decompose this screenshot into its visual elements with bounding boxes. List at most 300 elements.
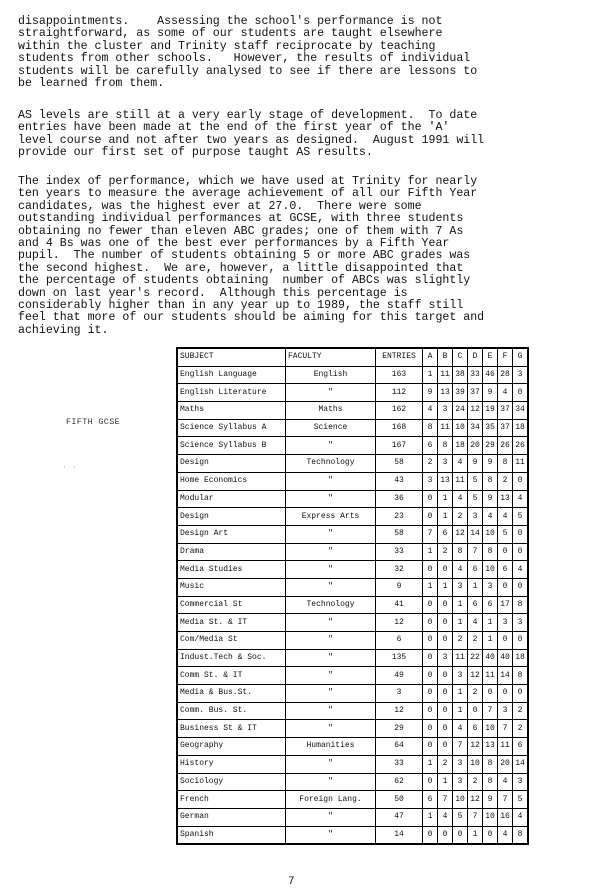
- grade-e-cell: 11: [483, 667, 498, 685]
- grade-d-cell: 22: [468, 649, 483, 667]
- grade-e-cell: 8: [483, 755, 498, 773]
- subject-cell: Com/Media St: [177, 632, 286, 650]
- grade-a-cell: 0: [423, 685, 438, 703]
- grade-e-cell: 1: [483, 632, 498, 650]
- text-line: and 4 Bs was one of the best ever performances by a Fifth Year: [18, 237, 450, 251]
- grade-f-cell: 40: [498, 649, 513, 667]
- grade-d-cell: 14: [468, 525, 483, 543]
- faculty-cell: ": [286, 649, 376, 667]
- header-grade-d: D: [468, 348, 483, 366]
- subject-cell: Drama: [177, 543, 286, 561]
- subject-cell: Media Studies: [177, 561, 286, 579]
- grade-b-cell: 0: [438, 632, 453, 650]
- table-row: [177, 685, 528, 703]
- grade-c-cell: 5: [453, 808, 468, 826]
- grade-g-cell: 0: [513, 632, 529, 650]
- subject-cell: Spanish: [177, 826, 286, 844]
- grade-d-cell: 12: [468, 791, 483, 809]
- table-row: [177, 738, 528, 756]
- faculty-cell: ": [286, 702, 376, 720]
- entries-cell: 62: [376, 773, 423, 791]
- grade-e-cell: 13: [483, 738, 498, 756]
- faculty-cell: ": [286, 490, 376, 508]
- grade-a-cell: 0: [423, 738, 438, 756]
- grade-b-cell: 3: [438, 402, 453, 420]
- grade-g-cell: 0: [513, 525, 529, 543]
- text-line: students from other schools. However, the results of individual: [18, 52, 471, 66]
- faculty-cell: ": [286, 561, 376, 579]
- grade-d-cell: 12: [468, 738, 483, 756]
- grade-d-cell: 6: [468, 720, 483, 738]
- grade-a-cell: 0: [423, 702, 438, 720]
- grade-c-cell: 12: [453, 525, 468, 543]
- grade-g-cell: 11: [513, 455, 529, 473]
- grade-a-cell: 1: [423, 366, 438, 384]
- header-grade-b: B: [438, 348, 453, 366]
- grade-b-cell: 0: [438, 685, 453, 703]
- table-row: [177, 402, 528, 420]
- grade-b-cell: 1: [438, 490, 453, 508]
- grade-a-cell: 1: [423, 808, 438, 826]
- grade-c-cell: 0: [453, 826, 468, 844]
- text-line: disappointments. Assessing the school's performance is not: [18, 15, 443, 28]
- grade-c-cell: 4: [453, 490, 468, 508]
- grade-a-cell: 2: [423, 455, 438, 473]
- entries-cell: 112: [376, 384, 423, 402]
- table-row: [177, 667, 528, 685]
- grade-b-cell: 13: [438, 384, 453, 402]
- grade-d-cell: 37: [468, 384, 483, 402]
- faculty-cell: ": [286, 755, 376, 773]
- entries-cell: 14: [376, 826, 423, 844]
- subject-cell: Geography: [177, 738, 286, 756]
- table-row: [177, 490, 528, 508]
- subject-cell: Media St. & IT: [177, 614, 286, 632]
- table-body: [177, 366, 528, 844]
- faculty-cell: ": [286, 543, 376, 561]
- faculty-cell: Express Arts: [286, 508, 376, 526]
- grade-e-cell: 40: [483, 649, 498, 667]
- grade-d-cell: 2: [468, 685, 483, 703]
- grade-f-cell: 37: [498, 419, 513, 437]
- subject-cell: German: [177, 808, 286, 826]
- grade-a-cell: 1: [423, 543, 438, 561]
- grade-g-cell: 3: [513, 366, 529, 384]
- faculty-cell: ": [286, 808, 376, 826]
- grade-g-cell: 4: [513, 808, 529, 826]
- grade-d-cell: 6: [468, 561, 483, 579]
- grade-d-cell: 1: [468, 578, 483, 596]
- table-row: [177, 702, 528, 720]
- table-row: [177, 455, 528, 473]
- header-grade-a: A: [423, 348, 438, 366]
- grade-g-cell: 5: [513, 791, 529, 809]
- grade-a-cell: 0: [423, 490, 438, 508]
- grade-b-cell: 13: [438, 472, 453, 490]
- grade-f-cell: 4: [498, 508, 513, 526]
- text-line: within the cluster and Trinity staff reciprocate by teaching: [18, 39, 436, 53]
- scan-specks: · ·: [62, 463, 77, 472]
- subject-cell: Music: [177, 578, 286, 596]
- entries-cell: 49: [376, 667, 423, 685]
- faculty-cell: ": [286, 773, 376, 791]
- grade-f-cell: 4: [498, 384, 513, 402]
- entries-cell: 162: [376, 402, 423, 420]
- faculty-cell: ": [286, 384, 376, 402]
- subject-cell: Design Art: [177, 525, 286, 543]
- grade-g-cell: 2: [513, 720, 529, 738]
- grade-c-cell: 1: [453, 596, 468, 614]
- grade-b-cell: 0: [438, 738, 453, 756]
- grade-e-cell: 7: [483, 702, 498, 720]
- grade-c-cell: 3: [453, 755, 468, 773]
- grade-b-cell: 0: [438, 667, 453, 685]
- grade-b-cell: 0: [438, 702, 453, 720]
- grade-g-cell: 18: [513, 419, 529, 437]
- grade-b-cell: 2: [438, 755, 453, 773]
- text-line: obtaining no fewer than eleven ABC grades; one of them with 7 As: [18, 224, 464, 238]
- grade-b-cell: 11: [438, 419, 453, 437]
- entries-cell: 29: [376, 720, 423, 738]
- grade-g-cell: 5: [513, 508, 529, 526]
- grade-d-cell: 4: [468, 614, 483, 632]
- grade-e-cell: 6: [483, 596, 498, 614]
- grade-a-cell: 0: [423, 773, 438, 791]
- grade-f-cell: 28: [498, 366, 513, 384]
- subject-cell: Sociology: [177, 773, 286, 791]
- grade-c-cell: 10: [453, 419, 468, 437]
- grade-e-cell: 0: [483, 826, 498, 844]
- grade-c-cell: 3: [453, 578, 468, 596]
- table-row: [177, 384, 528, 402]
- grade-a-cell: 4: [423, 402, 438, 420]
- grade-d-cell: 5: [468, 490, 483, 508]
- grade-e-cell: 35: [483, 419, 498, 437]
- grade-f-cell: 0: [498, 632, 513, 650]
- text-line: level course and not after two years as designed. August 1991 will: [18, 133, 485, 147]
- entries-cell: 12: [376, 614, 423, 632]
- text-line: considerably higher than in any year up to 1989, the staff still: [18, 299, 464, 313]
- page-number: 7: [288, 876, 295, 888]
- grade-g-cell: 14: [513, 755, 529, 773]
- grade-d-cell: 7: [468, 543, 483, 561]
- faculty-cell: Science: [286, 419, 376, 437]
- subject-cell: Modular: [177, 490, 286, 508]
- subject-cell: Science Syllabus A: [177, 419, 286, 437]
- text-line: candidates, was the highest ever at 27.0. There were some: [18, 199, 422, 213]
- grade-g-cell: 3: [513, 773, 529, 791]
- table-row: [177, 773, 528, 791]
- grade-e-cell: 29: [483, 437, 498, 455]
- grade-b-cell: 0: [438, 614, 453, 632]
- grade-f-cell: 6: [498, 561, 513, 579]
- entries-cell: 168: [376, 419, 423, 437]
- grade-b-cell: 0: [438, 561, 453, 579]
- grade-b-cell: 3: [438, 649, 453, 667]
- grade-c-cell: 18: [453, 437, 468, 455]
- subject-cell: Design: [177, 508, 286, 526]
- entries-cell: 6: [376, 632, 423, 650]
- table-row: [177, 472, 528, 490]
- table-row: [177, 632, 528, 650]
- grade-e-cell: 4: [483, 508, 498, 526]
- grade-e-cell: 19: [483, 402, 498, 420]
- text-line: entries have been made at the end of the first year of the 'A': [18, 121, 450, 135]
- faculty-cell: ": [286, 614, 376, 632]
- grade-g-cell: 6: [513, 738, 529, 756]
- entries-cell: 58: [376, 525, 423, 543]
- paragraph-index-of-performance: [18, 176, 552, 337]
- grade-f-cell: 14: [498, 667, 513, 685]
- table-row: [177, 614, 528, 632]
- grade-c-cell: 1: [453, 614, 468, 632]
- faculty-cell: ": [286, 720, 376, 738]
- grade-f-cell: 7: [498, 791, 513, 809]
- grade-e-cell: 9: [483, 490, 498, 508]
- grade-d-cell: 34: [468, 419, 483, 437]
- grade-c-cell: 24: [453, 402, 468, 420]
- table-row: [177, 808, 528, 826]
- header-entries: ENTRIES: [376, 348, 423, 366]
- grade-c-cell: 10: [453, 791, 468, 809]
- entries-cell: 43: [376, 472, 423, 490]
- grade-b-cell: 11: [438, 366, 453, 384]
- grade-f-cell: 0: [498, 578, 513, 596]
- side-label: FIFTH GCSE: [66, 417, 121, 427]
- grade-f-cell: 17: [498, 596, 513, 614]
- grade-e-cell: 8: [483, 773, 498, 791]
- table-row: [177, 649, 528, 667]
- text-line: provide our first set of purpose taught AS results.: [18, 146, 373, 160]
- grade-b-cell: 1: [438, 578, 453, 596]
- grade-d-cell: 7: [468, 808, 483, 826]
- table-row: [177, 366, 528, 384]
- subject-cell: Maths: [177, 402, 286, 420]
- grade-e-cell: 8: [483, 472, 498, 490]
- entries-cell: 9: [376, 578, 423, 596]
- text-line: pupil. The number of students obtaining 5 or more ABC grades was: [18, 249, 471, 263]
- grade-c-cell: 11: [453, 472, 468, 490]
- subject-cell: Design: [177, 455, 286, 473]
- grade-a-cell: 0: [423, 561, 438, 579]
- grade-c-cell: 8: [453, 543, 468, 561]
- grade-c-cell: 1: [453, 685, 468, 703]
- grade-e-cell: 46: [483, 366, 498, 384]
- grade-e-cell: 8: [483, 543, 498, 561]
- table-row: [177, 596, 528, 614]
- subject-cell: Commercial St: [177, 596, 286, 614]
- table-row: [177, 419, 528, 437]
- grade-g-cell: 0: [513, 578, 529, 596]
- entries-cell: 135: [376, 649, 423, 667]
- table-header-row: [177, 348, 528, 366]
- grade-c-cell: 3: [453, 667, 468, 685]
- grade-g-cell: 2: [513, 702, 529, 720]
- gcse-results-table: [176, 347, 529, 845]
- grade-f-cell: 13: [498, 490, 513, 508]
- entries-cell: 58: [376, 455, 423, 473]
- grade-b-cell: 3: [438, 455, 453, 473]
- entries-cell: 36: [376, 490, 423, 508]
- grade-c-cell: 38: [453, 366, 468, 384]
- grade-g-cell: 4: [513, 490, 529, 508]
- grade-f-cell: 3: [498, 614, 513, 632]
- grade-b-cell: 2: [438, 543, 453, 561]
- faculty-cell: ": [286, 685, 376, 703]
- subject-cell: French: [177, 791, 286, 809]
- grade-c-cell: 2: [453, 632, 468, 650]
- grade-e-cell: 3: [483, 578, 498, 596]
- grade-g-cell: 18: [513, 649, 529, 667]
- grade-f-cell: 8: [498, 455, 513, 473]
- text-line: achieving it.: [18, 323, 109, 337]
- grade-g-cell: 8: [513, 667, 529, 685]
- grade-d-cell: 2: [468, 632, 483, 650]
- grade-b-cell: 1: [438, 508, 453, 526]
- faculty-cell: ": [286, 667, 376, 685]
- subject-cell: Business St & IT: [177, 720, 286, 738]
- entries-cell: 32: [376, 561, 423, 579]
- grade-c-cell: 7: [453, 738, 468, 756]
- header-grade-f: F: [498, 348, 513, 366]
- grade-a-cell: 9: [423, 384, 438, 402]
- text-line: the second highest. We are, however, a little disappointed that: [18, 261, 464, 275]
- table-row: [177, 437, 528, 455]
- table-row: [177, 755, 528, 773]
- grade-d-cell: 5: [468, 472, 483, 490]
- text-line: AS levels are still at a very early stage of development. To date: [18, 109, 478, 122]
- subject-cell: Comm St. & IT: [177, 667, 286, 685]
- grade-e-cell: 10: [483, 561, 498, 579]
- table-row: [177, 720, 528, 738]
- grade-e-cell: 9: [483, 455, 498, 473]
- grade-d-cell: 20: [468, 437, 483, 455]
- faculty-cell: ": [286, 437, 376, 455]
- grade-a-cell: 0: [423, 649, 438, 667]
- entries-cell: 64: [376, 738, 423, 756]
- grade-g-cell: 26: [513, 437, 529, 455]
- grade-f-cell: 16: [498, 808, 513, 826]
- grade-b-cell: 0: [438, 720, 453, 738]
- grade-e-cell: 10: [483, 720, 498, 738]
- faculty-cell: Technology: [286, 455, 376, 473]
- header-grade-g: G: [513, 348, 529, 366]
- grade-a-cell: 6: [423, 437, 438, 455]
- grade-d-cell: 9: [468, 455, 483, 473]
- grade-c-cell: 1: [453, 702, 468, 720]
- subject-cell: History: [177, 755, 286, 773]
- grade-d-cell: 12: [468, 667, 483, 685]
- grade-b-cell: 0: [438, 596, 453, 614]
- grade-a-cell: 1: [423, 755, 438, 773]
- grade-c-cell: 2: [453, 508, 468, 526]
- header-grade-e: E: [483, 348, 498, 366]
- grade-f-cell: 4: [498, 773, 513, 791]
- subject-cell: Science Syllabus B: [177, 437, 286, 455]
- grade-b-cell: 8: [438, 437, 453, 455]
- entries-cell: 33: [376, 755, 423, 773]
- entries-cell: 167: [376, 437, 423, 455]
- faculty-cell: Foreign Lang.: [286, 791, 376, 809]
- grade-f-cell: 7: [498, 720, 513, 738]
- entries-cell: 12: [376, 702, 423, 720]
- grade-a-cell: 0: [423, 614, 438, 632]
- grade-e-cell: 10: [483, 808, 498, 826]
- grade-a-cell: 0: [423, 632, 438, 650]
- grade-g-cell: 0: [513, 384, 529, 402]
- faculty-cell: Maths: [286, 402, 376, 420]
- subject-cell: Comm. Bus. St.: [177, 702, 286, 720]
- table-row: [177, 791, 528, 809]
- grade-g-cell: 3: [513, 614, 529, 632]
- grade-a-cell: 0: [423, 826, 438, 844]
- grade-f-cell: 0: [498, 685, 513, 703]
- text-line: students will be carefully analysed to see if there are lessons to: [18, 64, 478, 78]
- table-row: [177, 561, 528, 579]
- table-row: [177, 508, 528, 526]
- subject-cell: Home Economics: [177, 472, 286, 490]
- header-subject: SUBJECT: [177, 348, 286, 366]
- table-row: [177, 826, 528, 844]
- grade-g-cell: 8: [513, 826, 529, 844]
- faculty-cell: ": [286, 472, 376, 490]
- grade-a-cell: 0: [423, 667, 438, 685]
- grade-a-cell: 6: [423, 791, 438, 809]
- text-line: ten years to measure the average achievement of all our Fifth Year: [18, 187, 478, 201]
- table-row: [177, 525, 528, 543]
- entries-cell: 50: [376, 791, 423, 809]
- grade-e-cell: 9: [483, 791, 498, 809]
- grade-f-cell: 4: [498, 826, 513, 844]
- grade-b-cell: 0: [438, 826, 453, 844]
- header-grade-c: C: [453, 348, 468, 366]
- grade-d-cell: 0: [468, 702, 483, 720]
- text-line: straightforward, as some of our students are taught elsewhere: [18, 27, 443, 41]
- grade-e-cell: 1: [483, 614, 498, 632]
- subject-cell: Indust.Tech & Soc.: [177, 649, 286, 667]
- table-row: [177, 543, 528, 561]
- grade-c-cell: 4: [453, 561, 468, 579]
- grade-f-cell: 0: [498, 543, 513, 561]
- entries-cell: 47: [376, 808, 423, 826]
- grade-f-cell: 2: [498, 472, 513, 490]
- text-line: the percentage of students obtaining number of ABCs was slightly: [18, 274, 471, 288]
- grade-c-cell: 39: [453, 384, 468, 402]
- entries-cell: 163: [376, 366, 423, 384]
- subject-cell: English Literature: [177, 384, 286, 402]
- faculty-cell: Technology: [286, 596, 376, 614]
- grade-g-cell: 0: [513, 685, 529, 703]
- entries-cell: 3: [376, 685, 423, 703]
- grade-c-cell: 4: [453, 720, 468, 738]
- grade-a-cell: 7: [423, 525, 438, 543]
- grade-a-cell: 1: [423, 578, 438, 596]
- faculty-cell: ": [286, 826, 376, 844]
- grade-d-cell: 6: [468, 596, 483, 614]
- text-line: The index of performance, which we have used at Trinity for nearly: [18, 175, 478, 188]
- grade-b-cell: 6: [438, 525, 453, 543]
- grade-d-cell: 33: [468, 366, 483, 384]
- grade-b-cell: 1: [438, 773, 453, 791]
- grade-b-cell: 7: [438, 791, 453, 809]
- grade-a-cell: 0: [423, 508, 438, 526]
- text-line: outstanding individual performances at GCSE, with three students: [18, 212, 464, 226]
- entries-cell: 33: [376, 543, 423, 561]
- grade-g-cell: 0: [513, 472, 529, 490]
- grade-d-cell: 10: [468, 755, 483, 773]
- text-line: down on last year's record. Although this percentage is: [18, 286, 408, 300]
- faculty-cell: Humanities: [286, 738, 376, 756]
